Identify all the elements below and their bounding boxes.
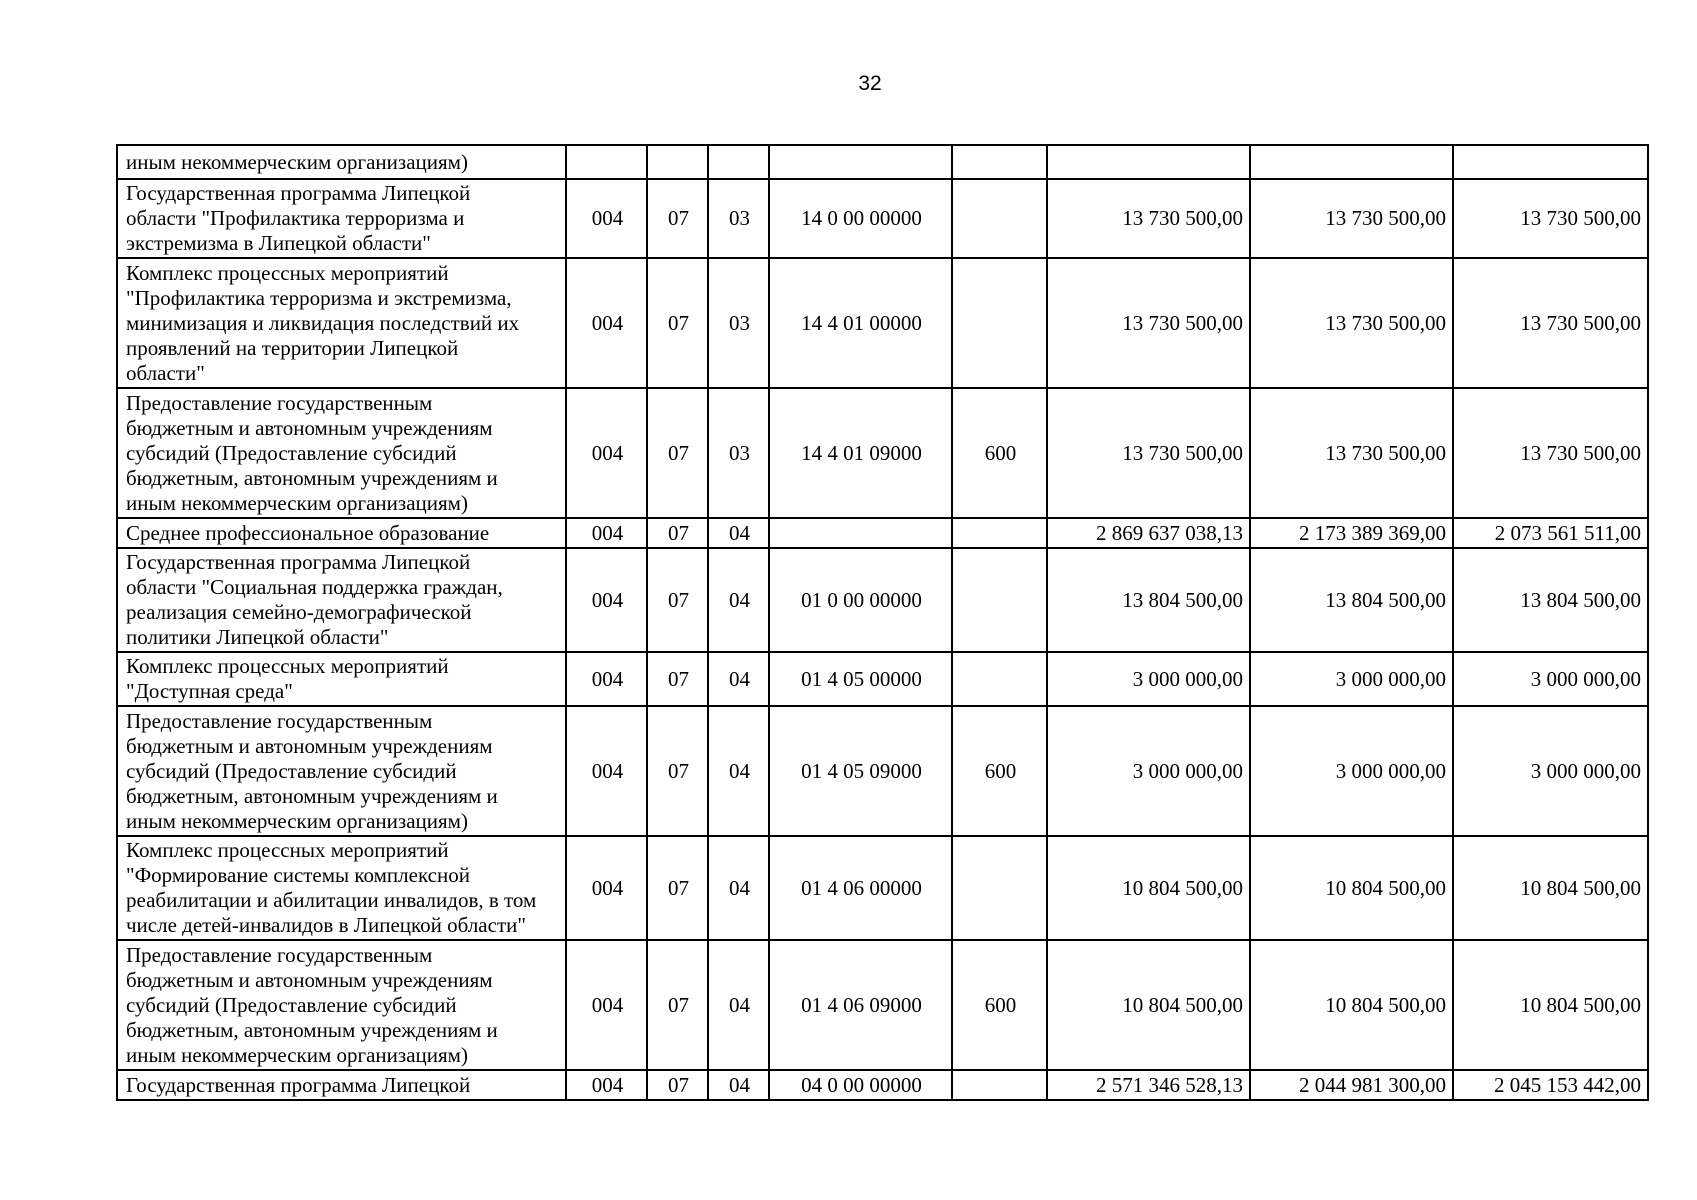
cell-amount-3 [1453, 145, 1648, 179]
cell-section [647, 145, 708, 179]
cell-ved: 004 [566, 518, 647, 548]
cell-name [117, 1070, 566, 1100]
cell-amount-3: 13 804 500,00 [1453, 548, 1648, 652]
cell-amount-1: 13 804 500,00 [1047, 548, 1250, 652]
name-line: Среднее профессиональное образование [126, 520, 490, 545]
name-line: иным некоммерческим организациям) [126, 490, 468, 515]
cell-amount-3: 13 730 500,00 [1453, 258, 1648, 388]
name-line: бюджетным и автономным учреждениям [126, 967, 493, 992]
cell-target-article: 14 0 00 00000 [769, 179, 952, 258]
table-row [117, 836, 1648, 940]
table-row [117, 258, 1648, 388]
name-line: Комплекс процессных мероприятий [126, 654, 449, 678]
cell-subsection [708, 145, 769, 179]
name-line: Комплекс процессных мероприятий [126, 260, 449, 285]
cell-amount-2: 10 804 500,00 [1250, 836, 1453, 940]
name-line: Предоставление государственным [126, 942, 433, 967]
cell-amount-2: 3 000 000,00 [1250, 706, 1453, 836]
cell-amount-3: 2 045 153 442,00 [1453, 1070, 1648, 1100]
cell-target-article: 01 0 00 00000 [769, 548, 952, 652]
cell-expense-type [952, 548, 1047, 652]
cell-expense-type [952, 518, 1047, 548]
cell-amount-1: 3 000 000,00 [1047, 652, 1250, 706]
cell-target-article: 01 4 06 09000 [769, 940, 952, 1070]
name-line: числе детей-инвалидов в Липецкой области" [126, 913, 526, 937]
table-row [117, 706, 1648, 836]
cell-subsection: 04 [708, 518, 769, 548]
cell-ved: 004 [566, 179, 647, 258]
cell-expense-type: 600 [952, 706, 1047, 836]
name-line: Государственная программа Липецкой [126, 1072, 471, 1097]
cell-subsection: 04 [708, 706, 769, 836]
cell-ved: 004 [566, 652, 647, 706]
name-line: Государственная программа Липецкой [126, 181, 471, 205]
cell-amount-2: 10 804 500,00 [1250, 940, 1453, 1070]
cell-ved: 004 [566, 258, 647, 388]
cell-target-article: 01 4 05 09000 [769, 706, 952, 836]
cell-expense-type: 600 [952, 388, 1047, 518]
cell-amount-1: 2 869 637 038,13 [1047, 518, 1250, 548]
cell-amount-2: 13 730 500,00 [1250, 258, 1453, 388]
cell-ved: 004 [566, 940, 647, 1070]
cell-section: 07 [647, 1070, 708, 1100]
cell-target-article: 04 0 00 00000 [769, 1070, 952, 1100]
cell-section: 07 [647, 652, 708, 706]
cell-section: 07 [647, 388, 708, 518]
cell-subsection: 03 [708, 179, 769, 258]
name-line: бюджетным, автономным учреждениям и [126, 1017, 498, 1042]
name-line: бюджетным и автономным учреждениям [126, 733, 493, 758]
cell-expense-type [952, 179, 1047, 258]
cell-amount-1: 10 804 500,00 [1047, 940, 1250, 1070]
cell-subsection: 04 [708, 652, 769, 706]
name-line: минимизация и ликвидация последствий их [126, 310, 520, 335]
cell-expense-type [952, 258, 1047, 388]
cell-amount-1: 3 000 000,00 [1047, 706, 1250, 836]
cell-target-article: 01 4 06 00000 [769, 836, 952, 940]
cell-amount-2: 13 804 500,00 [1250, 548, 1453, 652]
cell-amount-2: 2 173 389 369,00 [1250, 518, 1453, 548]
cell-section: 07 [647, 258, 708, 388]
cell-name [117, 836, 566, 940]
cell-amount-3: 13 730 500,00 [1453, 179, 1648, 258]
cell-target-article [769, 145, 952, 179]
cell-expense-type [952, 145, 1047, 179]
name-line: экстремизма в Липецкой области" [126, 231, 431, 255]
cell-amount-1 [1047, 145, 1250, 179]
table-row [117, 179, 1648, 258]
cell-amount-2: 3 000 000,00 [1250, 652, 1453, 706]
name-line: политики Липецкой области" [126, 625, 389, 649]
cell-ved: 004 [566, 1070, 647, 1100]
name-line: области "Социальная поддержка граждан, [126, 575, 503, 599]
cell-section: 07 [647, 179, 708, 258]
cell-name [117, 940, 566, 1070]
cell-amount-2: 2 044 981 300,00 [1250, 1070, 1453, 1100]
cell-section: 07 [647, 518, 708, 548]
cell-amount-1: 2 571 346 528,13 [1047, 1070, 1250, 1100]
name-line: Государственная программа Липецкой [126, 550, 471, 574]
cell-amount-3: 10 804 500,00 [1453, 836, 1648, 940]
cell-subsection: 04 [708, 1070, 769, 1100]
cell-amount-1: 13 730 500,00 [1047, 179, 1250, 258]
name-line: реализация семейно-демографической [126, 600, 472, 624]
budget-table [116, 144, 1649, 1101]
name-line: субсидий (Предоставление субсидий [126, 758, 457, 783]
cell-amount-3: 2 073 561 511,00 [1453, 518, 1648, 548]
page-number: 32 [858, 72, 882, 95]
table-body [117, 145, 1648, 1100]
name-line: "Доступная среда" [126, 679, 293, 703]
cell-name [117, 179, 566, 258]
name-line: иным некоммерческим организациям) [126, 149, 468, 174]
cell-amount-3: 3 000 000,00 [1453, 706, 1648, 836]
name-line: субсидий (Предоставление субсидий [126, 992, 457, 1017]
cell-ved: 004 [566, 706, 647, 836]
cell-name [117, 145, 566, 179]
cell-name [117, 652, 566, 706]
cell-subsection: 04 [708, 836, 769, 940]
table-row [117, 548, 1648, 652]
table-row [117, 145, 1648, 179]
cell-subsection: 03 [708, 258, 769, 388]
name-line: "Профилактика терроризма и экстремизма, [126, 285, 512, 310]
name-line: проявлений на территории Липецкой [126, 335, 459, 360]
cell-section: 07 [647, 706, 708, 836]
cell-amount-1: 10 804 500,00 [1047, 836, 1250, 940]
cell-target-article: 01 4 05 00000 [769, 652, 952, 706]
cell-name [117, 706, 566, 836]
name-line: реабилитации и абилитации инвалидов, в том [126, 888, 537, 912]
cell-subsection: 03 [708, 388, 769, 518]
cell-name [117, 388, 566, 518]
table-row [117, 940, 1648, 1070]
name-line: области" [126, 360, 205, 385]
cell-name [117, 518, 566, 548]
cell-ved [566, 145, 647, 179]
cell-ved: 004 [566, 548, 647, 652]
cell-section: 07 [647, 940, 708, 1070]
cell-amount-2: 13 730 500,00 [1250, 388, 1453, 518]
name-line: иным некоммерческим организациям) [126, 808, 468, 833]
cell-subsection: 04 [708, 940, 769, 1070]
cell-amount-2: 13 730 500,00 [1250, 179, 1453, 258]
cell-target-article: 14 4 01 09000 [769, 388, 952, 518]
name-line: "Формирование системы комплексной [126, 863, 470, 887]
name-line: Предоставление государственным [126, 708, 433, 733]
table-row [117, 388, 1648, 518]
cell-amount-3: 13 730 500,00 [1453, 388, 1648, 518]
name-line: бюджетным и автономным учреждениям [126, 415, 493, 440]
name-line: бюджетным, автономным учреждениям и [126, 783, 498, 808]
table-row [117, 652, 1648, 706]
cell-expense-type: 600 [952, 940, 1047, 1070]
cell-subsection: 04 [708, 548, 769, 652]
cell-amount-1: 13 730 500,00 [1047, 388, 1250, 518]
table-row [117, 518, 1648, 548]
name-line: Предоставление государственным [126, 390, 433, 415]
cell-ved: 004 [566, 836, 647, 940]
name-line: иным некоммерческим организациям) [126, 1042, 468, 1067]
cell-expense-type [952, 652, 1047, 706]
cell-name [117, 258, 566, 388]
cell-expense-type [952, 836, 1047, 940]
name-line: бюджетным, автономным учреждениям и [126, 465, 498, 490]
name-line: субсидий (Предоставление субсидий [126, 440, 457, 465]
cell-amount-1: 13 730 500,00 [1047, 258, 1250, 388]
cell-amount-3: 3 000 000,00 [1453, 652, 1648, 706]
name-line: области "Профилактика терроризма и [126, 206, 465, 230]
cell-target-article: 14 4 01 00000 [769, 258, 952, 388]
cell-expense-type [952, 1070, 1047, 1100]
cell-amount-3: 10 804 500,00 [1453, 940, 1648, 1070]
cell-name [117, 548, 566, 652]
cell-section: 07 [647, 548, 708, 652]
cell-amount-2 [1250, 145, 1453, 179]
cell-target-article [769, 518, 952, 548]
cell-section: 07 [647, 836, 708, 940]
name-line: Комплекс процессных мероприятий [126, 838, 449, 862]
cell-ved: 004 [566, 388, 647, 518]
table-row [117, 1070, 1648, 1100]
